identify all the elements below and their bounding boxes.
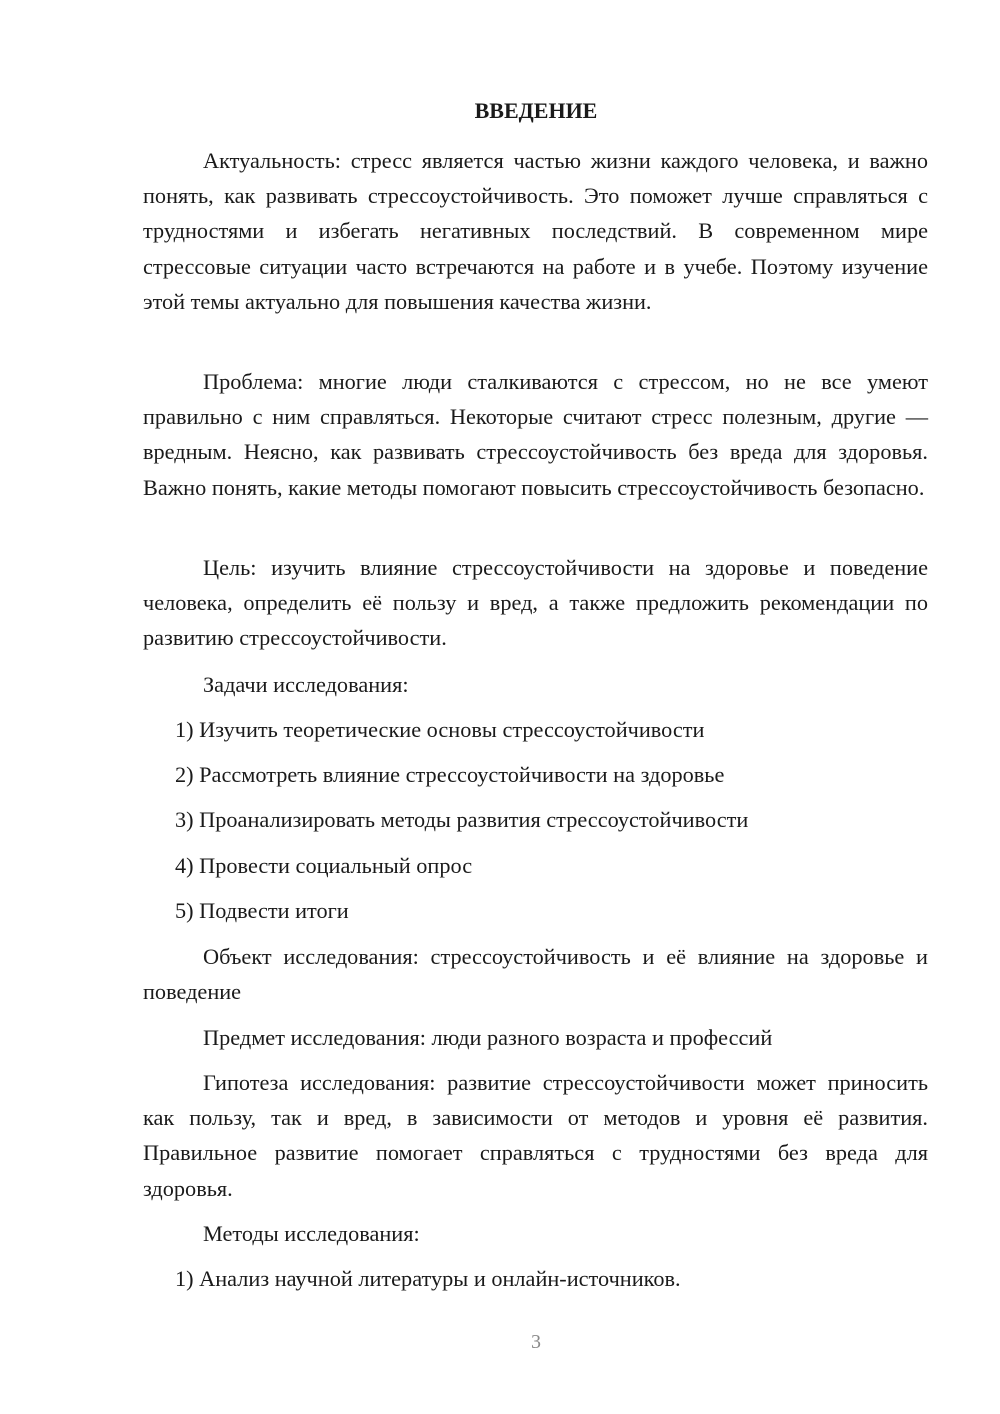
relevance-paragraph: Актуальность: стресс является частью жизни каждого человека, и важно понять, как развивать стрессоустойчивость. Это поможет лучше справляться с трудностями и избегать негативных последствий. В современном мире стрессовые ситуации часто встречаются на работе и в учебе. Поэтому изучение этой темы актуально для повышения качества жизни. bbox=[143, 148, 928, 314]
methods-heading: Методы исследования: bbox=[203, 1221, 420, 1246]
tasks-heading: Задачи исследования: bbox=[203, 672, 409, 697]
problem-paragraph: Проблема: многие люди сталкиваются с стрессом, но не все умеют правильно с ним справляться. Некоторые считают стресс полезным, другие — вредным. Неясно, как развивать стрессоустойчивость без вреда для здоровья. Важно понять, какие методы помогают повысить стрессоустойчивость безопасно. bbox=[143, 369, 928, 500]
page-number: 3 bbox=[531, 1331, 541, 1353]
hypothesis-paragraph: Гипотеза исследования: развитие стрессоустойчивости может приносить как пользу, так и вред, в зависимости от методов и уровня её развития. Правильное развитие помогает справляться с трудностями без вреда для здоровья. bbox=[143, 1070, 928, 1201]
task-item-3: 3) Проанализировать методы развития стрессоустойчивости bbox=[175, 807, 749, 832]
subject-paragraph: Предмет исследования: люди разного возраста и профессий bbox=[203, 1025, 773, 1050]
task-item-5: 5) Подвести итоги bbox=[175, 898, 349, 923]
object-paragraph: Объект исследования: стрессоустойчивость и её влияние на здоровье и поведение bbox=[143, 944, 928, 1005]
task-item-4: 4) Провести социальный опрос bbox=[175, 853, 473, 878]
method-item-1: 1) Анализ научной литературы и онлайн-источников. bbox=[175, 1266, 681, 1291]
goal-paragraph: Цель: изучить влияние стрессоустойчивости на здоровье и поведение человека, определить её пользу и вред, а также предложить рекомендации по развитию стрессоустойчивости. bbox=[143, 555, 928, 651]
task-item-2: 2) Рассмотреть влияние стрессоустойчивости на здоровье bbox=[175, 762, 725, 787]
task-item-1: 1) Изучить теоретические основы стрессоустойчивости bbox=[175, 717, 705, 742]
section-heading: ВВЕДЕНИЕ bbox=[474, 98, 598, 123]
